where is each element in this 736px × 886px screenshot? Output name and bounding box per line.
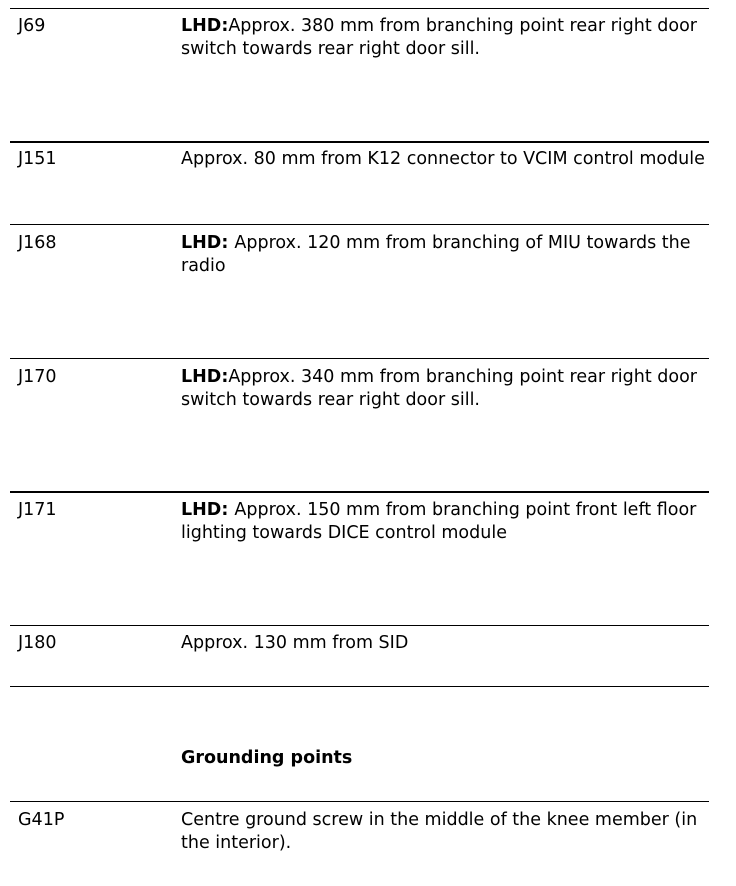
- row-code: G41P: [18, 810, 65, 830]
- row-text: Centre ground screw in the middle of the knee member (in the interior).: [181, 810, 698, 853]
- row-code: J69: [18, 16, 46, 36]
- row-text: Approx. 150 mm from branching point front left floor lighting towards DICE control module: [181, 500, 697, 543]
- row-text: Approx. 340 mm from branching point rear right door switch towards rear right door sill.: [181, 367, 697, 410]
- row-divider: [10, 141, 709, 143]
- row-divider: [10, 491, 709, 493]
- row-description: [181, 499, 706, 545]
- section-heading: Grounding points: [181, 748, 353, 768]
- row-divider: [10, 801, 709, 802]
- row-code: J171: [18, 500, 57, 520]
- row-description: [181, 366, 706, 412]
- row-description: [181, 632, 706, 655]
- row-text: Approx. 380 mm from branching point rear right door switch towards rear right door sill.: [181, 16, 697, 59]
- table-top-rule: [10, 8, 709, 9]
- row-prefix: LHD:: [181, 233, 235, 253]
- row-prefix: LHD:: [181, 500, 235, 520]
- row-description: [181, 15, 706, 61]
- row-divider: [10, 358, 709, 359]
- row-code: J151: [18, 149, 57, 169]
- row-description: [181, 809, 706, 855]
- row-description: [181, 148, 706, 171]
- row-divider: [10, 686, 709, 687]
- row-code: J168: [18, 233, 57, 253]
- row-divider: [10, 224, 709, 225]
- row-text: Approx. 80 mm from K12 connector to VCIM control module: [181, 149, 705, 169]
- row-prefix: LHD:: [181, 367, 229, 387]
- row-text: Approx. 130 mm from SID: [181, 633, 409, 653]
- row-code: J170: [18, 367, 57, 387]
- row-text: Approx. 120 mm from branching of MIU towards the radio: [181, 233, 691, 276]
- row-description: [181, 232, 706, 278]
- row-divider: [10, 625, 709, 626]
- row-prefix: LHD:: [181, 16, 229, 36]
- row-code: J180: [18, 633, 57, 653]
